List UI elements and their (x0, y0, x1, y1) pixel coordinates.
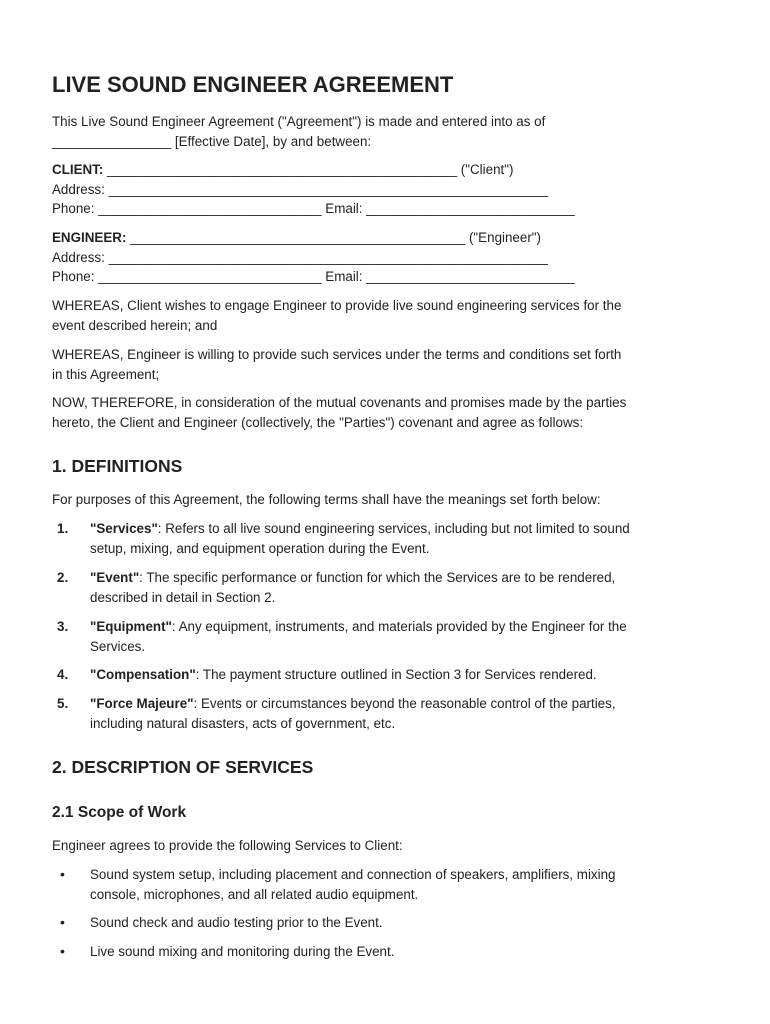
intro-line-1: This Live Sound Engineer Agreement ("Agreement") is made and entered into as of (52, 114, 546, 129)
engineer-name-line (52, 228, 541, 248)
definition-term: "Force Majeure" (90, 696, 194, 711)
bullet-icon: • (60, 943, 65, 959)
client-address-line: Address: ___________________________________________________________ (52, 181, 548, 197)
recital-whereas-engineer (52, 345, 722, 384)
definition-text: : Any equipment, instruments, and materials provided by the Engineer for the (171, 619, 627, 634)
recital-line: WHEREAS, Engineer is willing to provide such services under the terms and conditions set forth (52, 347, 622, 362)
client-name-blank: _______________________________________________ ("Client") (103, 162, 514, 177)
recital-line: hereto, the Client and Engineer (collectively, the "Parties") covenant and agree as follows: (52, 414, 584, 430)
bullet-text: Sound system setup, including placement and connection of speakers, amplifiers, mixing (90, 867, 616, 882)
engineer-phone-email-line: Phone: ______________________________ Email: ____________________________ (52, 269, 575, 284)
recital-line: NOW, THEREFORE, in consideration of the mutual covenants and promises made by the parties (52, 395, 627, 410)
definition-text: Services. (90, 638, 146, 654)
client-name-line (52, 160, 513, 180)
definition-text: : Refers to all live sound engineering services, including but not limited to sound (157, 521, 630, 536)
definition-term: "Event" (90, 570, 140, 585)
recital-line: event described herein; and (52, 317, 218, 333)
definition-term: "Services" (90, 521, 158, 536)
definition-text: : The payment structure outlined in Section 3 for Services rendered. (195, 667, 597, 682)
section-2-heading: 2. DESCRIPTION OF SERVICES (52, 757, 314, 777)
definition-text: described in detail in Section 2. (90, 589, 276, 605)
definition-text: : Events or circumstances beyond the reasonable control of the parties, (193, 696, 616, 711)
client-phone-email-line: Phone: ______________________________ Email: ____________________________ (52, 201, 575, 216)
section-2-intro: Engineer agrees to provide the following Services to Client: (52, 838, 403, 853)
recital-line: in this Agreement; (52, 366, 160, 382)
client-label: CLIENT: (52, 162, 104, 177)
recital-whereas-client (52, 296, 722, 335)
definition-text: setup, mixing, and equipment operation during the Event. (90, 540, 430, 556)
definition-term: "Equipment" (90, 619, 172, 634)
section-1-heading: 1. DEFINITIONS (52, 456, 183, 476)
bullet-text: console, microphones, and all related audio equipment. (90, 886, 419, 902)
section-2-1-heading: 2.1 Scope of Work (52, 804, 187, 821)
definition-text: : The specific performance or function for which the Services are to be rendered, (139, 570, 616, 585)
engineer-address-line: Address: ___________________________________________________________ (52, 249, 548, 265)
definition-number: 2. (57, 570, 69, 585)
definition-text: including natural disasters, acts of government, etc. (90, 715, 396, 731)
bullet-icon: • (60, 866, 65, 882)
definition-number: 1. (57, 521, 69, 536)
intro-paragraph (52, 112, 722, 151)
intro-line-2: ________________ [Effective Date], by and between: (52, 133, 372, 149)
definition-term: "Compensation" (90, 667, 196, 682)
engineer-label: ENGINEER: (52, 230, 127, 245)
section-1-intro: For purposes of this Agreement, the following terms shall have the meanings set forth below: (52, 492, 601, 507)
bullet-text: Live sound mixing and monitoring during the Event. (90, 944, 395, 959)
definition-number: 5. (57, 696, 69, 711)
document-title: LIVE SOUND ENGINEER AGREEMENT (52, 72, 454, 97)
engineer-name-blank: _____________________________________________ ("Engineer") (126, 230, 541, 245)
bullet-text: Sound check and audio testing prior to the Event. (90, 915, 383, 930)
definition-number: 3. (57, 619, 69, 634)
definition-number: 4. (57, 667, 69, 682)
recital-now-therefore (52, 393, 722, 432)
recital-line: WHEREAS, Client wishes to engage Engineer to provide live sound engineering services for the (52, 298, 622, 313)
bullet-icon: • (60, 914, 65, 930)
